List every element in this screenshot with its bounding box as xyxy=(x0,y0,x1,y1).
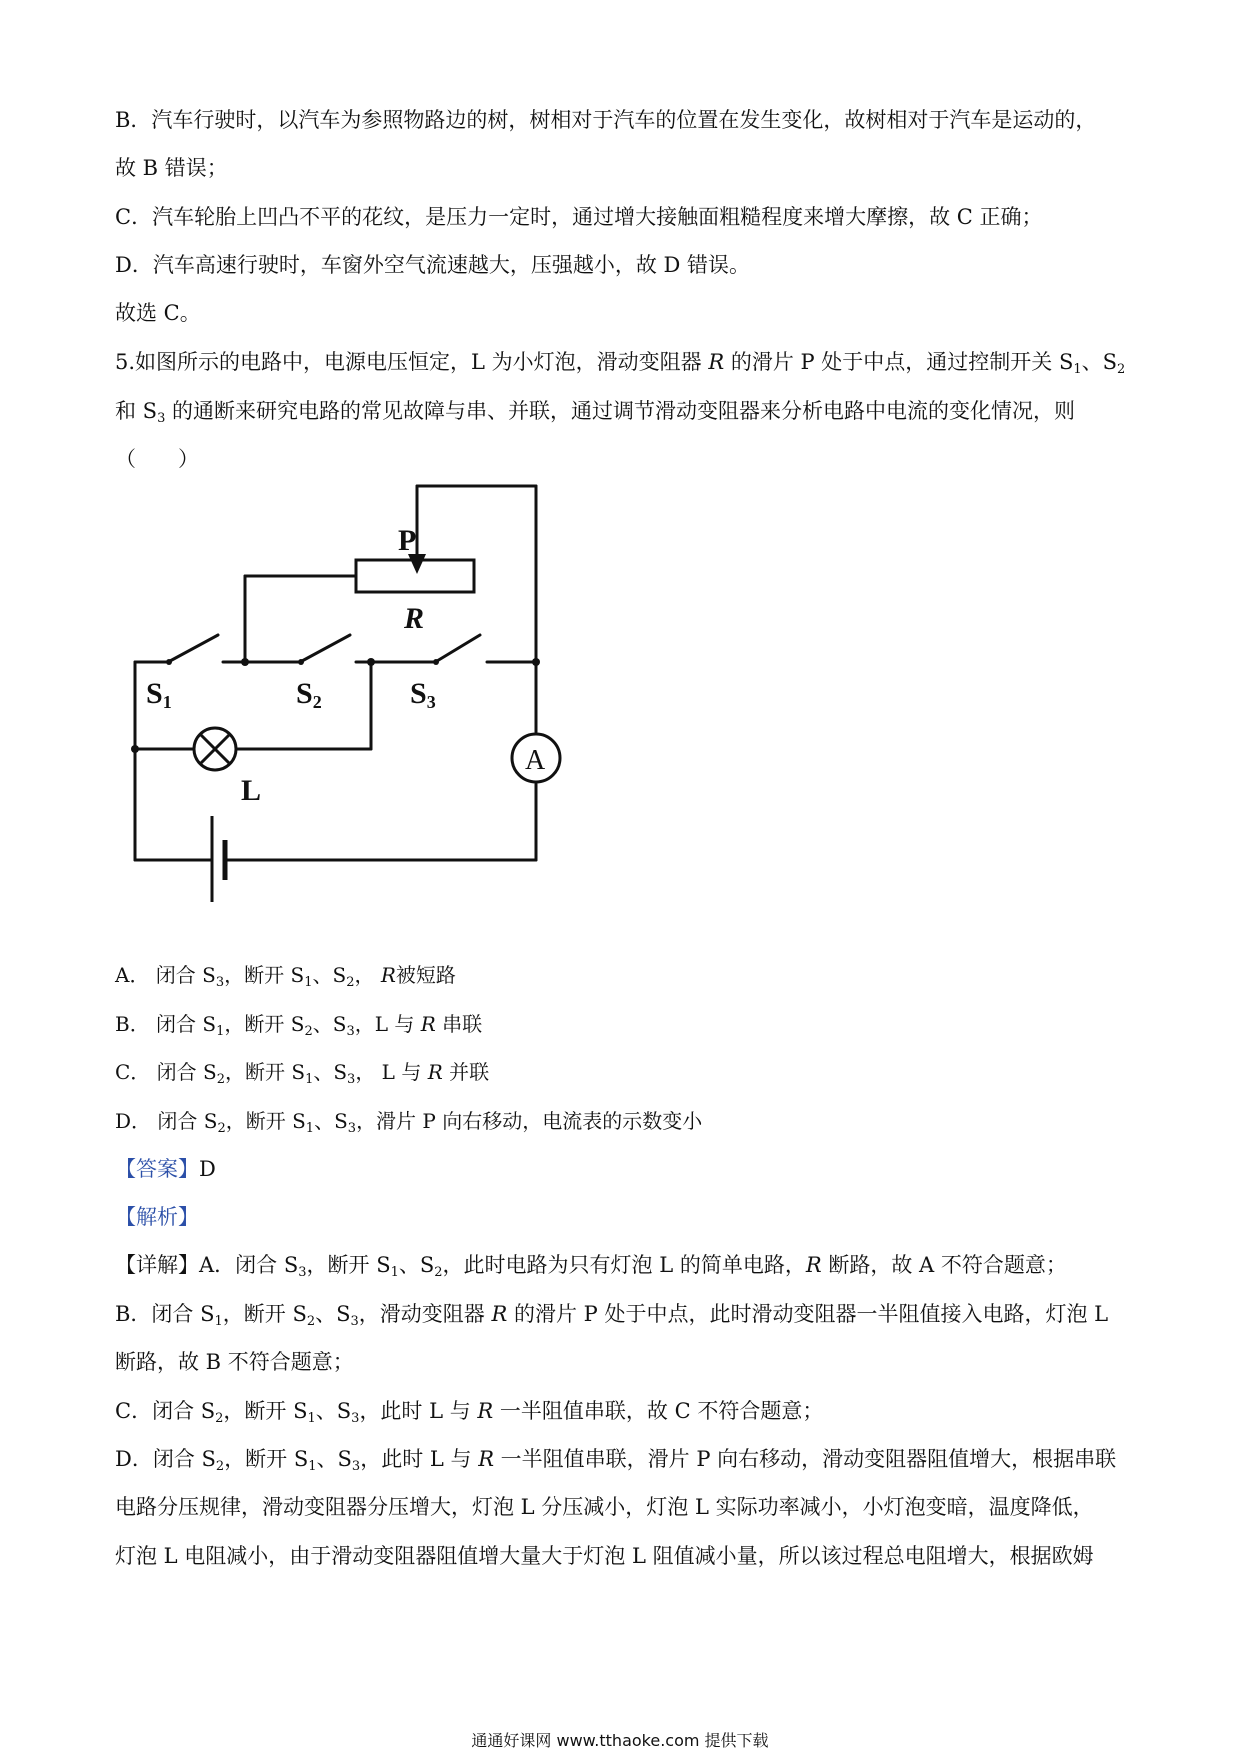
label-l: L xyxy=(241,774,262,807)
junction-dot xyxy=(131,745,139,753)
junction-dot xyxy=(241,658,249,666)
switch-s2-lever xyxy=(302,635,350,661)
label-s1: S1 xyxy=(146,677,172,712)
prev-option-b-line1: B．汽车行驶时，以汽车为参照物路边的树，树相对于汽车的位置在发生变化，故树相对于汽车是运动的， xyxy=(115,108,1097,132)
switch-s3-lever xyxy=(437,635,480,661)
question-blank: （ ） xyxy=(115,447,199,471)
junction-dot xyxy=(532,658,540,666)
option-c: C． 闭合 $S_2$，断开 $S_1$、$S_3$， L 与 R 并联 xyxy=(115,1060,490,1087)
switch-s3-contact xyxy=(433,659,439,665)
switch-s1-lever xyxy=(170,635,218,661)
prev-option-b-line2: 故 B 错误； xyxy=(115,156,228,180)
answer-tag: 【答案】 xyxy=(115,1157,199,1181)
label-a: A xyxy=(525,745,546,776)
label-r: R xyxy=(404,602,425,635)
detail-c: C．闭合 $S_2$，断开 $S_1$、$S_3$，此时 L 与 R 一半阻值串联，故 C 不符合题意； xyxy=(115,1399,824,1426)
junction-dot xyxy=(367,658,375,666)
switch-s1-contact xyxy=(166,659,172,665)
analysis-line xyxy=(115,1202,199,1232)
prev-option-c: C．汽车轮胎上凹凸不平的花纹，是压力一定时，通过增大接触面粗糙程度来增大摩擦，故 C 正确； xyxy=(115,205,1043,229)
detail-b-line1: B．闭合 $S_1$，断开 $S_2$、$S_3$，滑动变阻器 R 的滑片 P 处于中点，此时滑动变阻器一半阻值接入电路，灯泡 L xyxy=(115,1302,1109,1329)
prev-option-d: D．汽车高速行驶时，车窗外空气流速越大，压强越小，故 D 错误。 xyxy=(115,253,751,277)
prev-conclusion: 故选 C。 xyxy=(115,301,201,325)
analysis-tag: 【解析】 xyxy=(115,1205,199,1229)
label-p: P xyxy=(398,524,417,557)
detail-d-line2: 电路分压规律，滑动变阻器分压增大，灯泡 L 分压减小，灯泡 L 实际功率减小，小灯泡变暗，温度降低， xyxy=(115,1495,1094,1519)
switch-s2-contact xyxy=(298,659,304,665)
label-s2: S2 xyxy=(296,677,322,712)
answer-line xyxy=(115,1154,216,1184)
option-d: D． 闭合 $S_2$，断开 $S_1$、$S_3$，滑片 P 向右移动，电流表的示数变小 xyxy=(115,1109,703,1136)
page-footer: 通通好课网 www.tthaoke.com 提供下载 xyxy=(471,1731,769,1750)
label-s3: S3 xyxy=(410,677,436,712)
answer-value: D xyxy=(199,1157,216,1181)
question-line2: 和 $S_3$ 的通断来研究电路的常见故障与串、并联，通过调节滑动变阻器来分析电路中电流的变化情况，则 xyxy=(115,399,1076,426)
detail-a: 【详解】A．闭合 $S_3$，断开 $S_1$、$S_2$，此时电路为只有灯泡 L 的简单电路，R 断路，故 A 不符合题意； xyxy=(115,1253,1067,1280)
detail-d-line1: D．闭合 $S_2$，断开 $S_1$、$S_3$，此时 L 与 R 一半阻值串联，滑片 P 向右移动，滑动变阻器阻值增大，根据串联 xyxy=(115,1447,1117,1474)
lamp-icon xyxy=(194,728,236,770)
detail-b-line2: 断路，故 B 不符合题意； xyxy=(115,1350,354,1374)
option-a: A． 闭合 $S_3$，断开 $S_1$、$S_2$， R被短路 xyxy=(115,963,456,990)
option-b: B． 闭合 $S_1$，断开 $S_2$、$S_3$，L 与 R 串联 xyxy=(115,1012,483,1039)
circuit-diagram xyxy=(120,478,640,918)
detail-d-line3: 灯泡 L 电阻减小，由于滑动变阻器阻值增大量大于灯泡 L 阻值减小量，所以该过程总电阻增大，根据欧姆 xyxy=(115,1544,1094,1568)
question-line1: 5.如图所示的电路中，电源电压恒定，L 为小灯泡，滑动变阻器 R 的滑片 P 处于中点，通过控制开关 $S_1$、$S_2$ xyxy=(115,350,1126,377)
